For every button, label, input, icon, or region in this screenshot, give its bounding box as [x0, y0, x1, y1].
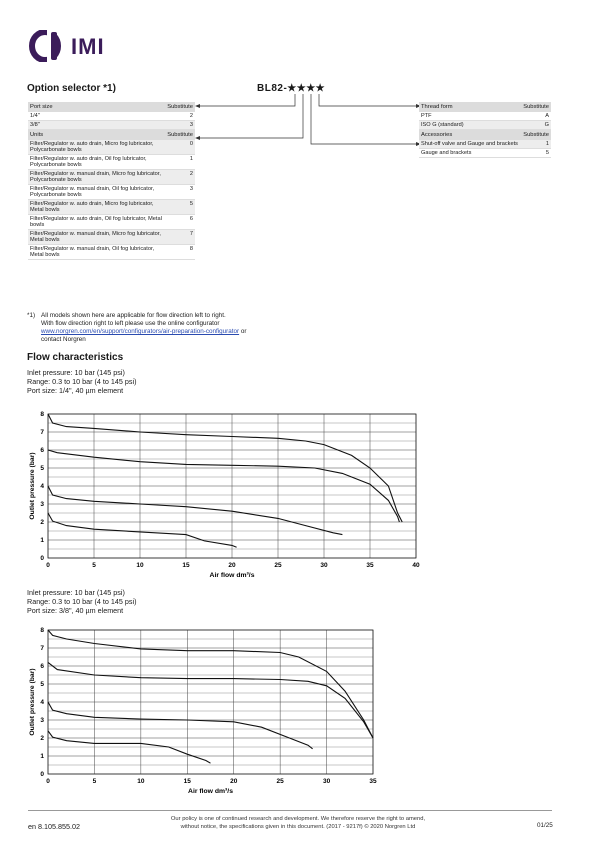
table-cell: Filter/Regulator w. manual drain, Micro fog lubricator, Metal bowls: [28, 230, 165, 245]
footnote-line: With flow direction right to left please use the online configurator: [41, 320, 220, 327]
policy-line: Our policy is one of continued research and development. We therefore reserve the right to amend,: [170, 816, 426, 822]
port-size-sub: Substitute: [167, 104, 193, 110]
y-tick-label: 0: [40, 771, 44, 778]
table-cell: Filter/Regulator w. auto drain, Oil fog lubricator, Metal bowls: [28, 215, 165, 230]
flow-chart-1: [28, 408, 428, 584]
model-code: BL82-★★★★: [257, 83, 326, 94]
table-cell: ISO G (standard): [419, 121, 521, 130]
thread-header: Thread form: [419, 102, 521, 112]
table-cell: 7: [165, 230, 195, 245]
table-cell: 8: [165, 245, 195, 260]
inlet-pressure: Inlet pressure: 10 bar (145 psi): [27, 368, 125, 377]
y-tick-label: 4: [40, 699, 44, 706]
y-tick-label: 8: [40, 627, 44, 634]
y-axis-label: Outlet pressure (bar): [29, 668, 36, 736]
chart2-meta: [27, 588, 136, 615]
x-tick-label: 35: [366, 562, 374, 569]
flow-title: Flow characteristics: [27, 352, 124, 363]
x-tick-label: 30: [320, 562, 328, 569]
y-tick-label: 7: [40, 429, 44, 436]
table-cell: Filter/Regulator w. manual drain, Oil fog lubricator, Polycarbonate bowls: [28, 185, 165, 200]
series-line: [48, 486, 342, 535]
thread-accessories-table: [419, 102, 551, 158]
x-tick-label: 30: [322, 778, 331, 785]
doc-id: en 8.105.855.02: [28, 822, 80, 831]
table-cell: Gauge and brackets: [419, 149, 521, 158]
table-cell: 0: [165, 140, 195, 155]
y-axis-label: Outlet pressure (bar): [29, 452, 36, 520]
y-tick-label: 5: [40, 681, 44, 688]
units-sub: Substitute: [165, 130, 195, 141]
table-cell: 5: [165, 200, 195, 215]
table-cell: 6: [165, 215, 195, 230]
table-cell: Filter/Regulator w. auto drain, Micro fog lubricator, Metal bowls: [28, 200, 165, 215]
option-selector-title: Option selector *1): [27, 83, 116, 94]
table-cell: Filter/Regulator w. manual drain, Micro fog lubricator, Polycarbonate bowls: [28, 170, 165, 185]
units-header: Units: [28, 130, 165, 141]
page-number: 01/25: [537, 822, 553, 829]
table-cell: 2: [165, 112, 195, 121]
x-tick-label: 0: [46, 562, 50, 569]
port-size: Port size: 3/8", 40 µm element: [27, 606, 124, 615]
table-cell: 1: [165, 155, 195, 170]
y-tick-label: 3: [40, 501, 44, 508]
accessories-header: Accessories: [419, 130, 521, 141]
port-units-table: [28, 102, 195, 260]
y-tick-label: 4: [40, 483, 44, 490]
x-tick-label: 40: [412, 562, 420, 569]
table-cell: 3: [165, 185, 195, 200]
series-line: [48, 662, 373, 738]
port-size: Port size: 1/4", 40 µm element: [27, 386, 124, 395]
x-tick-label: 10: [136, 562, 144, 569]
table-cell: A: [521, 112, 551, 121]
pressure-range: Range: 0.3 to 10 bar (4 to 145 psi): [27, 597, 137, 606]
inlet-pressure: Inlet pressure: 10 bar (145 psi): [27, 588, 125, 597]
x-tick-label: 25: [276, 778, 284, 785]
footer-rule: [28, 810, 552, 811]
y-tick-label: 2: [40, 735, 44, 742]
x-tick-label: 15: [182, 562, 190, 569]
series-line: [48, 513, 237, 547]
y-tick-label: 6: [40, 663, 44, 670]
table-cell: PTF: [419, 112, 521, 121]
chart1-meta: [27, 368, 136, 395]
table-cell: 1: [521, 140, 551, 149]
footnote-line: All models shown here are applicable for flow direction left to right.: [41, 312, 226, 319]
configurator-link[interactable]: www.norgren.com/en/support/configurators/air-preparation-configurator: [41, 328, 240, 335]
policy-line: without notice, the specifications given in this document. (2017 - 9217f) © 2020 Norgren Ltd: [180, 823, 416, 830]
x-tick-label: 10: [137, 778, 145, 785]
footnote: [27, 312, 347, 344]
table-cell: Filter/Regulator w. auto drain, Micro fog lubricator, Polycarbonate bowls: [28, 140, 165, 155]
flow-chart-2: [28, 624, 388, 800]
brand-name: IMI: [71, 34, 105, 59]
table-cell: G: [521, 121, 551, 130]
y-tick-label: 7: [40, 645, 44, 652]
series-line: [48, 702, 313, 749]
x-tick-label: 25: [274, 562, 282, 569]
x-tick-label: 20: [228, 562, 236, 569]
x-tick-label: 35: [369, 778, 377, 785]
x-tick-label: 5: [92, 562, 96, 569]
x-tick-label: 20: [230, 778, 238, 785]
table-cell: 3/8": [28, 121, 165, 130]
y-tick-label: 0: [40, 555, 44, 562]
footnote-marker: *1): [27, 312, 36, 319]
port-size-header: Port size: [28, 102, 165, 112]
y-tick-label: 8: [40, 411, 44, 418]
y-tick-label: 1: [40, 753, 44, 760]
y-tick-label: 6: [40, 447, 44, 454]
policy-text: [120, 816, 476, 831]
table-cell: Filter/Regulator w. manual drain, Oil fog lubricator, Metal bowls: [28, 245, 165, 260]
x-tick-label: 5: [92, 778, 97, 785]
y-tick-label: 3: [40, 717, 44, 724]
y-tick-label: 2: [40, 519, 44, 526]
pressure-range: Range: 0.3 to 10 bar (4 to 145 psi): [27, 377, 137, 386]
y-tick-label: 1: [40, 537, 44, 544]
x-tick-label: 0: [46, 778, 50, 785]
selector-arrows: [195, 88, 425, 176]
footnote-line: contact Norgren: [41, 336, 86, 343]
footnote-line: or: [239, 328, 247, 335]
x-axis-label: Air flow dm³/s: [209, 572, 255, 579]
table-cell: 3: [165, 121, 195, 130]
table-cell: Shut-off valve and Gauge and brackets: [419, 140, 521, 149]
imi-logo: [27, 30, 147, 62]
table-cell: 5: [521, 149, 551, 158]
thread-sub: Substitute: [521, 102, 551, 112]
x-axis-label: Air flow dm³/s: [188, 788, 233, 795]
y-tick-label: 5: [40, 465, 44, 472]
table-cell: 1/4": [28, 112, 165, 121]
table-cell: Filter/Regulator w. auto drain, Oil fog lubricator, Polycarbonate bowls: [28, 155, 165, 170]
imi-logo-mark: [27, 30, 67, 62]
accessories-sub: Substitute: [521, 130, 551, 141]
table-cell: 2: [165, 170, 195, 185]
x-tick-label: 15: [183, 778, 191, 785]
